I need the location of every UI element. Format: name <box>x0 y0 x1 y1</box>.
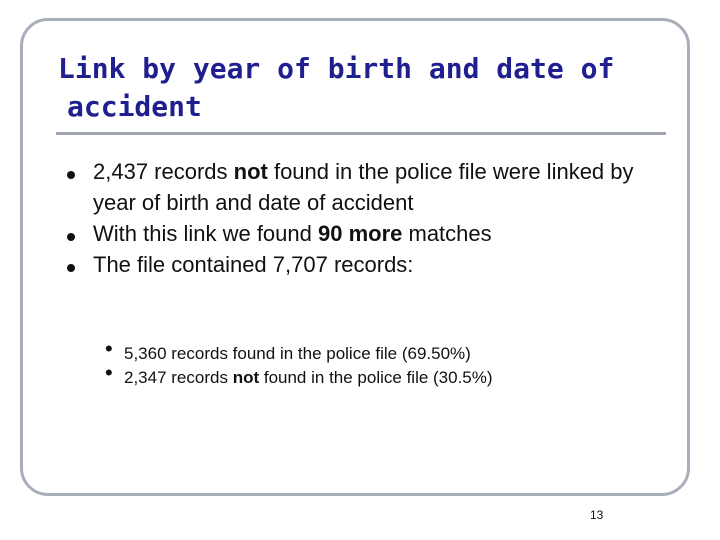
title-line-2: accident <box>67 90 202 123</box>
bullet-dot-icon <box>67 264 75 272</box>
title-line-1: Link by year of birth and date of <box>58 52 615 85</box>
slide-title <box>58 50 678 126</box>
bullet-item <box>62 156 662 218</box>
sub-bullet-dot-icon: • <box>105 336 113 361</box>
bullet-text-suffix: matches <box>402 221 492 246</box>
bullet-text-prefix: With this link we found <box>93 221 318 246</box>
sub-bullet-item <box>102 336 662 366</box>
sub-bullet-dot-icon: • <box>105 360 113 385</box>
page-number: 13 <box>590 508 604 522</box>
sub-bullet-text-prefix: 2,347 records <box>124 368 233 387</box>
sub-bullet-text-bold: not <box>232 368 260 387</box>
bullet-text-prefix: The file contained 7,707 records: <box>93 252 414 277</box>
bullet-text-suffix: found in the police file were linked by year of birth and date of accident <box>93 159 634 215</box>
bullet-text-bold: not <box>233 159 268 184</box>
sub-bullet-list <box>102 336 662 390</box>
bullet-dot-icon <box>67 171 75 179</box>
bullet-list <box>62 156 662 280</box>
sub-bullet-text-prefix: 5,360 records found in the police file (69.50%) <box>124 344 471 363</box>
bullet-dot-icon <box>67 233 75 241</box>
bullet-text-prefix: 2,437 records <box>93 159 234 184</box>
bullet-item <box>62 218 662 249</box>
sub-bullet-text-suffix: found in the police file (30.5%) <box>259 368 493 387</box>
sub-bullet-item <box>102 360 662 390</box>
title-divider <box>56 132 666 135</box>
bullet-item <box>62 249 662 280</box>
bullet-text-bold: 90 more <box>317 221 403 246</box>
